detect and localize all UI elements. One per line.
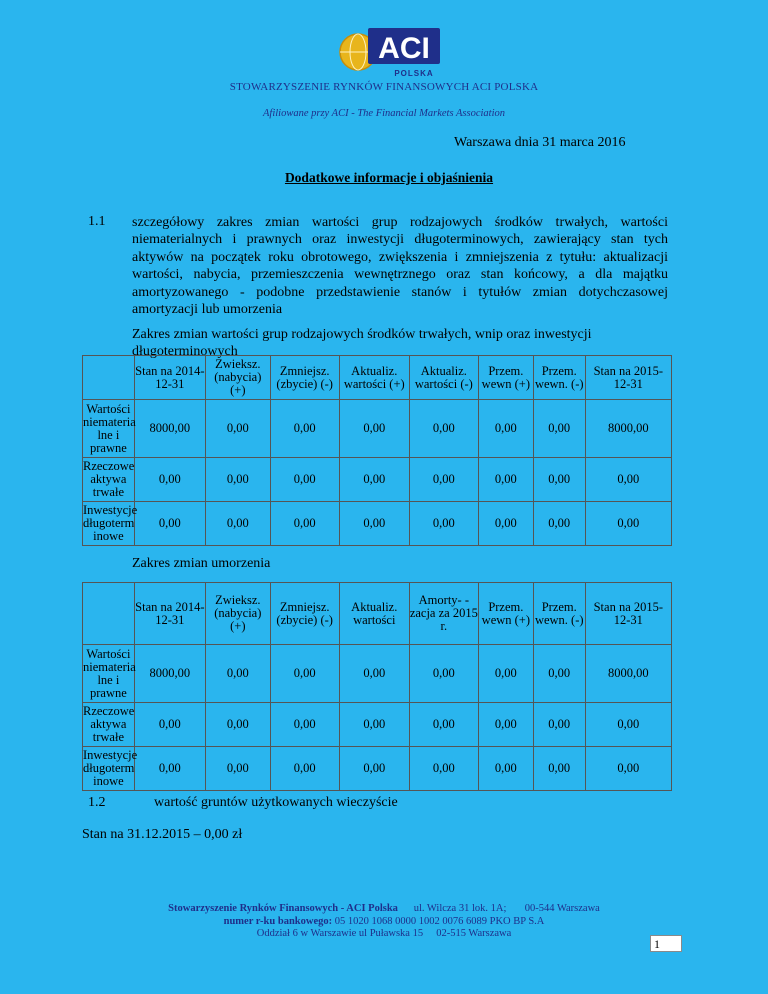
logo-sub: POLSKA — [394, 69, 434, 78]
footer-bank: 05 1020 1068 0000 1002 0076 6089 PKO BP S.A — [334, 915, 545, 927]
row-label: Inwestycje długoterm inowe — [83, 502, 135, 546]
table-cell: 0,00 — [339, 458, 409, 502]
table-cell: 0,00 — [339, 747, 409, 791]
aci-logo-graphic — [336, 22, 444, 82]
column-header: Zmniejsz. (zbycie) (-) — [270, 583, 339, 645]
header-org: STOWARZYSZENIE RYNKÓW FINANSOWYCH ACI POLSKA — [229, 81, 539, 93]
table-cell: 8000,00 — [134, 645, 205, 703]
column-header: Zwieksz. (nabycia) (+) — [205, 583, 270, 645]
table-row — [83, 703, 672, 747]
table-cell: 0,00 — [478, 747, 533, 791]
table-cell: 0,00 — [409, 747, 478, 791]
table-cell: 0,00 — [478, 458, 533, 502]
logo-brand: ACI — [378, 32, 430, 65]
table-cell: 0,00 — [205, 703, 270, 747]
dateline: Warszawa dnia 31 marca 2016 — [454, 135, 626, 150]
footer-line-1 — [0, 903, 768, 916]
table-cell: 0,00 — [585, 703, 671, 747]
table-cell: 0,00 — [205, 645, 270, 703]
column-header: Przem. wewn (+) — [478, 583, 533, 645]
column-header: Zwieksz. (nabycia) (+) — [205, 356, 270, 400]
table-cell: 8000,00 — [585, 400, 671, 458]
footer-bank-label: numer r-ku bankowego: — [223, 915, 333, 927]
table-cell: 0,00 — [205, 747, 270, 791]
table-cell: 0,00 — [533, 645, 585, 703]
header-affiliation: Afiliowane przy ACI - The Financial Markets Association — [263, 108, 505, 119]
section2-value: Stan na 31.12.2015 – 0,00 zł — [82, 827, 243, 842]
row-label: Rzeczowe aktywa trwałe — [83, 458, 135, 502]
column-header: Aktualiz. wartości (+) — [339, 356, 409, 400]
column-header: Przem. wewn. (-) — [533, 583, 585, 645]
table-cell: 0,00 — [270, 400, 339, 458]
table-cell: 0,00 — [270, 747, 339, 791]
aci-logo — [336, 22, 444, 82]
footer-city: 00-544 Warszawa — [524, 903, 600, 914]
section-number: 1.1 — [88, 214, 106, 229]
table-cell: 0,00 — [409, 645, 478, 703]
table-cell: 0,00 — [478, 703, 533, 747]
table-cell: 0,00 — [585, 747, 671, 791]
table-cell: 0,00 — [409, 400, 478, 458]
table-value-changes — [82, 355, 672, 546]
table-corner — [83, 356, 135, 400]
page-number: 1 — [650, 935, 682, 952]
table-cell: 8000,00 — [134, 400, 205, 458]
row-label: Wartości niemateria lne i prawne — [83, 400, 135, 458]
section-text: szczegółowy zakres zmian wartości grup rodzajowych środków trwałych, wartości niematerialnych i prawnych oraz inwestycji długoterminowych, zawierający stan tych aktywów na początek roku obrotowego, zwiększenia i zmniejszenia z tytułu: aktualizacji wartości, nabycia, przemieszczenia wewnętrznego oraz stan końcowy, a dla majątku amortyzowanego - podobne przedstawienie stanów i tytułów zmian dotychczasowej amortyzacji lub umorzenia — [132, 215, 668, 318]
table-cell: 0,00 — [339, 703, 409, 747]
table-cell: 0,00 — [134, 747, 205, 791]
column-header: Stan na 2015-12-31 — [585, 583, 671, 645]
table-cell: 0,00 — [205, 400, 270, 458]
table-cell: 0,00 — [205, 502, 270, 546]
table-cell: 0,00 — [339, 400, 409, 458]
table-cell: 0,00 — [533, 747, 585, 791]
column-header: Przem. wewn. (-) — [533, 356, 585, 400]
table-cell: 0,00 — [533, 400, 585, 458]
row-label: Wartości niemateria lne i prawne — [83, 645, 135, 703]
footer-address: ul. Wilcza 31 lok. 1A; — [413, 903, 507, 914]
section2-number: 1.2 — [88, 795, 106, 810]
column-header: Aktualiz. wartości (-) — [409, 356, 478, 400]
table-cell: 0,00 — [134, 458, 205, 502]
table-header-row — [83, 583, 672, 645]
table-cell: 0,00 — [409, 502, 478, 546]
table2-heading: Zakres zmian umorzenia — [132, 556, 271, 571]
section2-text: wartość gruntów użytkowanych wieczyście — [154, 795, 398, 810]
column-header: Stan na 2014-12-31 — [134, 356, 205, 400]
table-cell: 0,00 — [478, 400, 533, 458]
table-cell: 8000,00 — [585, 645, 671, 703]
table-cell: 0,00 — [478, 645, 533, 703]
table-row — [83, 747, 672, 791]
table-cell: 0,00 — [533, 502, 585, 546]
table-cell: 0,00 — [134, 502, 205, 546]
table-cell: 0,00 — [585, 502, 671, 546]
column-header: Stan na 2015-12-31 — [585, 356, 671, 400]
table1-heading: Zakres zmian wartości grup rodzajowych środków trwałych, wnip oraz inwestycji długoterminowych — [132, 327, 592, 359]
table-cell: 0,00 — [533, 458, 585, 502]
table-cell: 0,00 — [409, 703, 478, 747]
table-cell: 0,00 — [270, 645, 339, 703]
table-cell: 0,00 — [205, 458, 270, 502]
table-cell: 0,00 — [585, 458, 671, 502]
table-corner — [83, 583, 135, 645]
footer-org: Stowarzyszenie Rynków Finansowych - ACI Polska — [168, 903, 398, 914]
table-cell: 0,00 — [339, 645, 409, 703]
column-header: Stan na 2014-12-31 — [134, 583, 205, 645]
column-header: Amorty- -zacja za 2015 r. — [409, 583, 478, 645]
table-row — [83, 400, 672, 458]
footer-branch-city: 02-515 Warszawa — [436, 928, 512, 939]
column-header: Aktualiz. wartości — [339, 583, 409, 645]
table-cell: 0,00 — [478, 502, 533, 546]
footer-branch: Oddział 6 w Warszawie ul Puławska 15 — [256, 928, 424, 939]
table-row — [83, 645, 672, 703]
table-depreciation-changes — [82, 582, 672, 791]
row-label: Rzeczowe aktywa trwałe — [83, 703, 135, 747]
table-cell: 0,00 — [134, 703, 205, 747]
table-cell: 0,00 — [270, 703, 339, 747]
table-header-row — [83, 356, 672, 400]
column-header: Zmniejsz. (zbycie) (-) — [270, 356, 339, 400]
table-cell: 0,00 — [409, 458, 478, 502]
footer-line-2 — [0, 916, 768, 929]
table-row — [83, 502, 672, 546]
table-row — [83, 458, 672, 502]
table-cell: 0,00 — [270, 458, 339, 502]
page-title: Dodatkowe informacje i objaśnienia — [284, 170, 494, 185]
column-header: Przem. wewn (+) — [478, 356, 533, 400]
table-cell: 0,00 — [533, 703, 585, 747]
table-cell: 0,00 — [339, 502, 409, 546]
table-cell: 0,00 — [270, 502, 339, 546]
row-label: Inwestycje długoterm inowe — [83, 747, 135, 791]
